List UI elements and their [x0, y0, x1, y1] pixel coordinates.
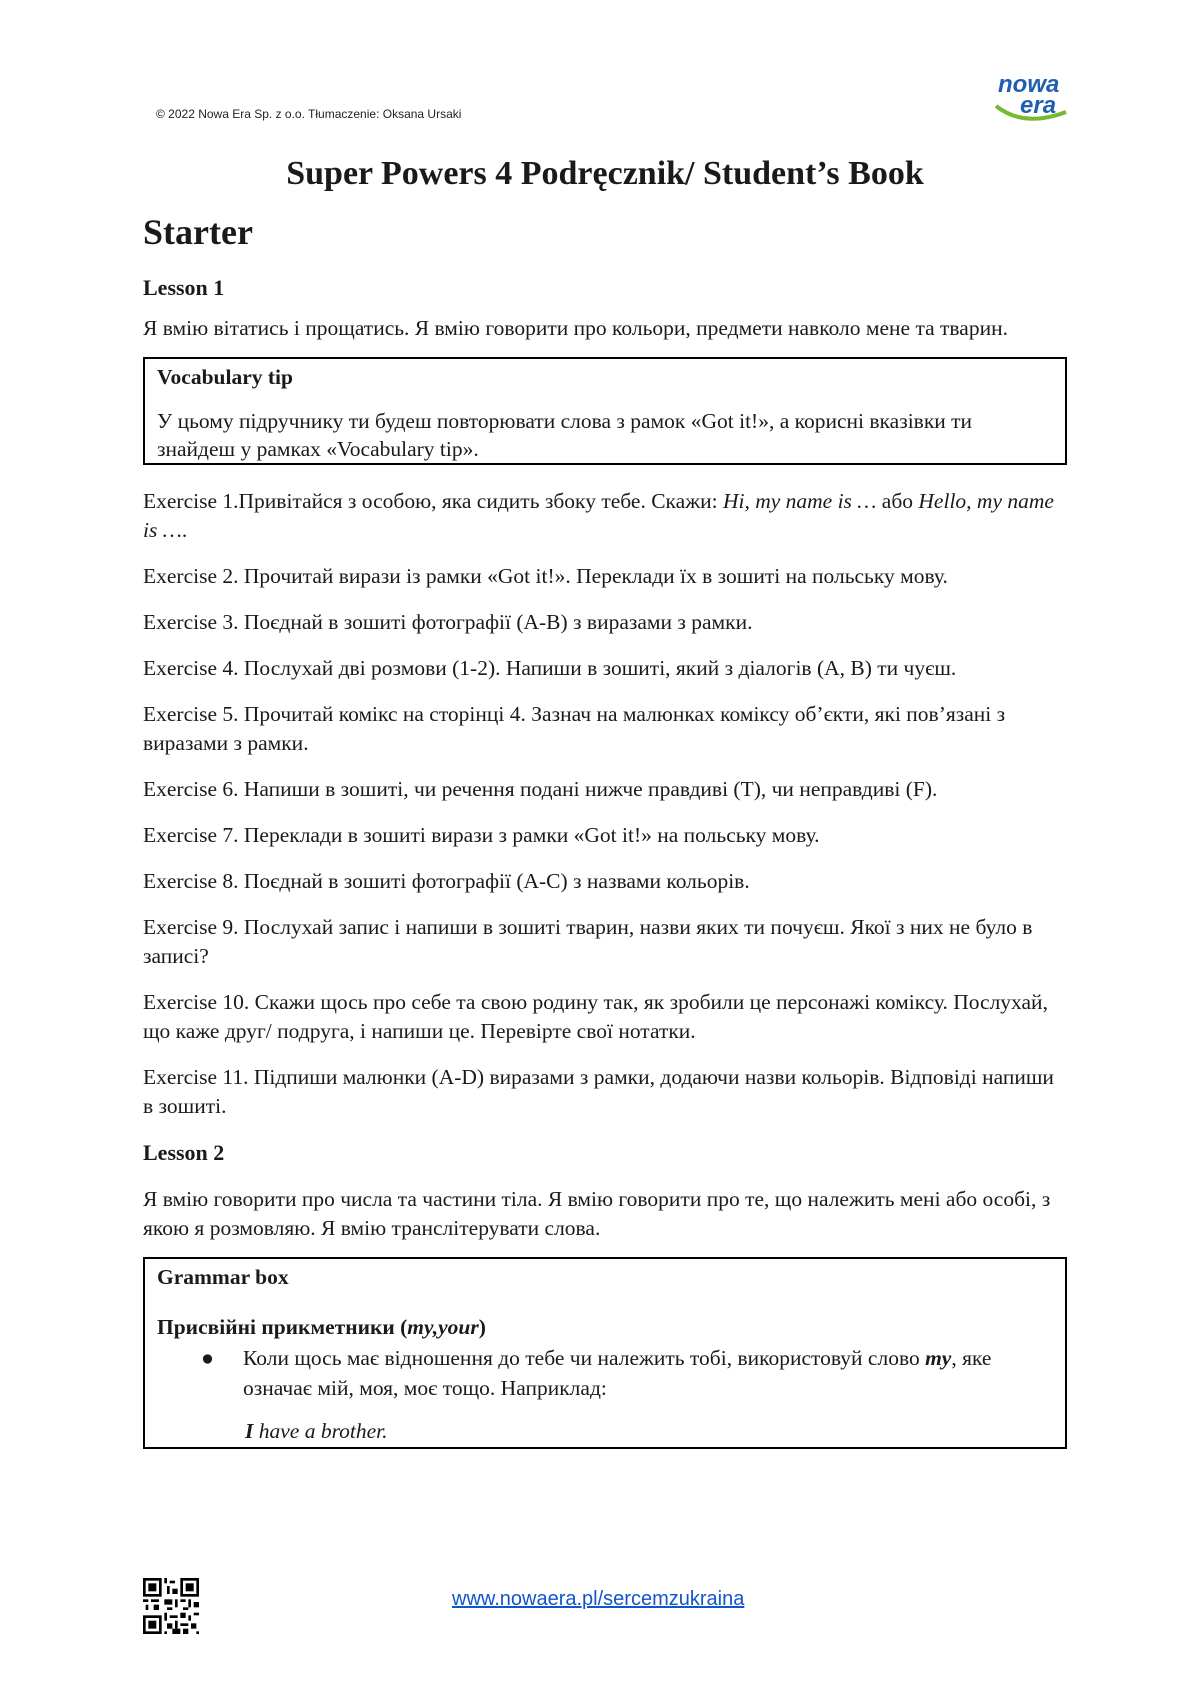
exercise-4: Exercise 4. Послухай дві розмови (1-2). Напиши в зошиті, який з діалогів (A, B) ти чуєш.: [143, 656, 957, 680]
grammar-bullet-text: [243, 1343, 1053, 1403]
document-title: Super Powers 4 Podręcznik/ Student’s Book: [286, 155, 924, 192]
exercise-10: Exercise 10. Скажи щось про себе та свою родину так, як зробили це персонажі коміксу. Послухай, що каже друг/ подруга, і напиши це. Перевірте свої нотатки.: [143, 990, 1048, 1043]
exercise-1-phrase-hello: Hello, my name is …: [143, 489, 1054, 542]
exercise-9: Exercise 9. Послухай запис і напиши в зошиті тварин, назви яких ти почуєш. Якої з них не було в записі?: [143, 915, 1033, 968]
lesson-1-intro: Я вмію вітатись і прощатись. Я вмію говорити про кольори, предмети навколо мене та тварин.: [143, 316, 1008, 340]
grammar-example-end: .: [382, 1419, 388, 1443]
exercise-5: Exercise 5. Прочитай комікс на сторінці 4. Зазнач на малюнках коміксу об’єкти, які пов’язані з виразами з рамки.: [143, 702, 1006, 755]
exercise-2: Exercise 2. Прочитай вирази із рамки «Got it!». Переклади їх в зошиті на польську мову.: [143, 564, 948, 588]
grammar-box: [143, 1257, 1067, 1449]
lesson-1-title: Lesson 1: [143, 275, 225, 300]
copyright-note: © 2022 Nowa Era Sp. z o.o. Tłumaczenie: Oksana Ursaki: [156, 107, 462, 121]
logo-top-text: nowa: [998, 71, 1060, 98]
exercise-1-text: Exercise 1.Привітайся з особою, яка сидить збоку тебе. Скажи:: [143, 489, 723, 513]
lesson-2-intro: Я вмію говорити про числа та частини тіла. Я вмію говорити про те, що належить мені або особі, з якою я розмовляю. Я вмію транслітерувати слова.: [143, 1187, 1051, 1240]
logo-bottom-text: era: [1020, 92, 1057, 119]
vocabulary-tip-box: [143, 357, 1067, 465]
section-title: Starter: [143, 212, 253, 252]
exercise-8: Exercise 8. Поєднай в зошиті фотографії (A-C) з назвами кольорів.: [143, 869, 750, 893]
exercise-1: [143, 487, 1067, 545]
grammar-bullet-word: my: [925, 1346, 952, 1370]
grammar-subtitle-words: my,your: [407, 1315, 479, 1339]
grammar-box-subtitle: [157, 1313, 1053, 1341]
grammar-bullet-text-a: Коли щось має відношення до тебе чи належить тобі, використовуй слово: [243, 1346, 926, 1370]
grammar-subtitle-text: Присвійні прикметники (: [157, 1315, 408, 1339]
vocabulary-tip-title: Vocabulary tip: [157, 365, 293, 389]
exercise-3: Exercise 3. Поєднай в зошиті фотографії (A-B) з виразами з рамки.: [143, 610, 753, 634]
grammar-example-rest: have a brother: [253, 1419, 383, 1443]
grammar-subtitle-close: ): [478, 1315, 486, 1339]
vocabulary-tip-text: У цьому підручнику ти будеш повторювати слова з рамок «Got it!», а корисні вказівки ти знайдеш у рамках «Vocabulary tip».: [157, 409, 973, 461]
exercise-6: Exercise 6. Напиши в зошиті, чи речення подані нижче правдиві (T), чи неправдиві (F).: [143, 777, 938, 801]
grammar-box-title: Grammar box: [157, 1265, 289, 1289]
exercise-1-end: .: [181, 518, 188, 542]
exercise-11: Exercise 11. Підпиши малюнки (A-D) виразами з рамки, додаючи назви кольорів. Відповіді напиши в зошиті.: [143, 1065, 1054, 1118]
grammar-bullet-text-c: , яке означає мій, моя, моє тощо. Наприклад:: [243, 1346, 992, 1400]
qr-code-icon: [143, 1578, 199, 1634]
lesson-2-title: Lesson 2: [143, 1140, 225, 1165]
bullet-icon: ●: [201, 1346, 214, 1370]
grammar-example: [245, 1417, 1053, 1445]
footer-link[interactable]: www.nowaera.pl/sercemzukraina: [452, 1588, 745, 1610]
grammar-bullet: [157, 1343, 1053, 1403]
grammar-example-subject: I: [245, 1419, 254, 1443]
document-body: [143, 148, 1067, 1449]
nowa-era-logo-icon: [994, 70, 1072, 126]
exercise-1-phrase-hi: Hi, my name is …: [722, 489, 877, 513]
exercise-7: Exercise 7. Переклади в зошиті вирази з рамки «Got it!» на польську мову.: [143, 823, 820, 847]
exercise-1-or: або: [876, 489, 919, 513]
